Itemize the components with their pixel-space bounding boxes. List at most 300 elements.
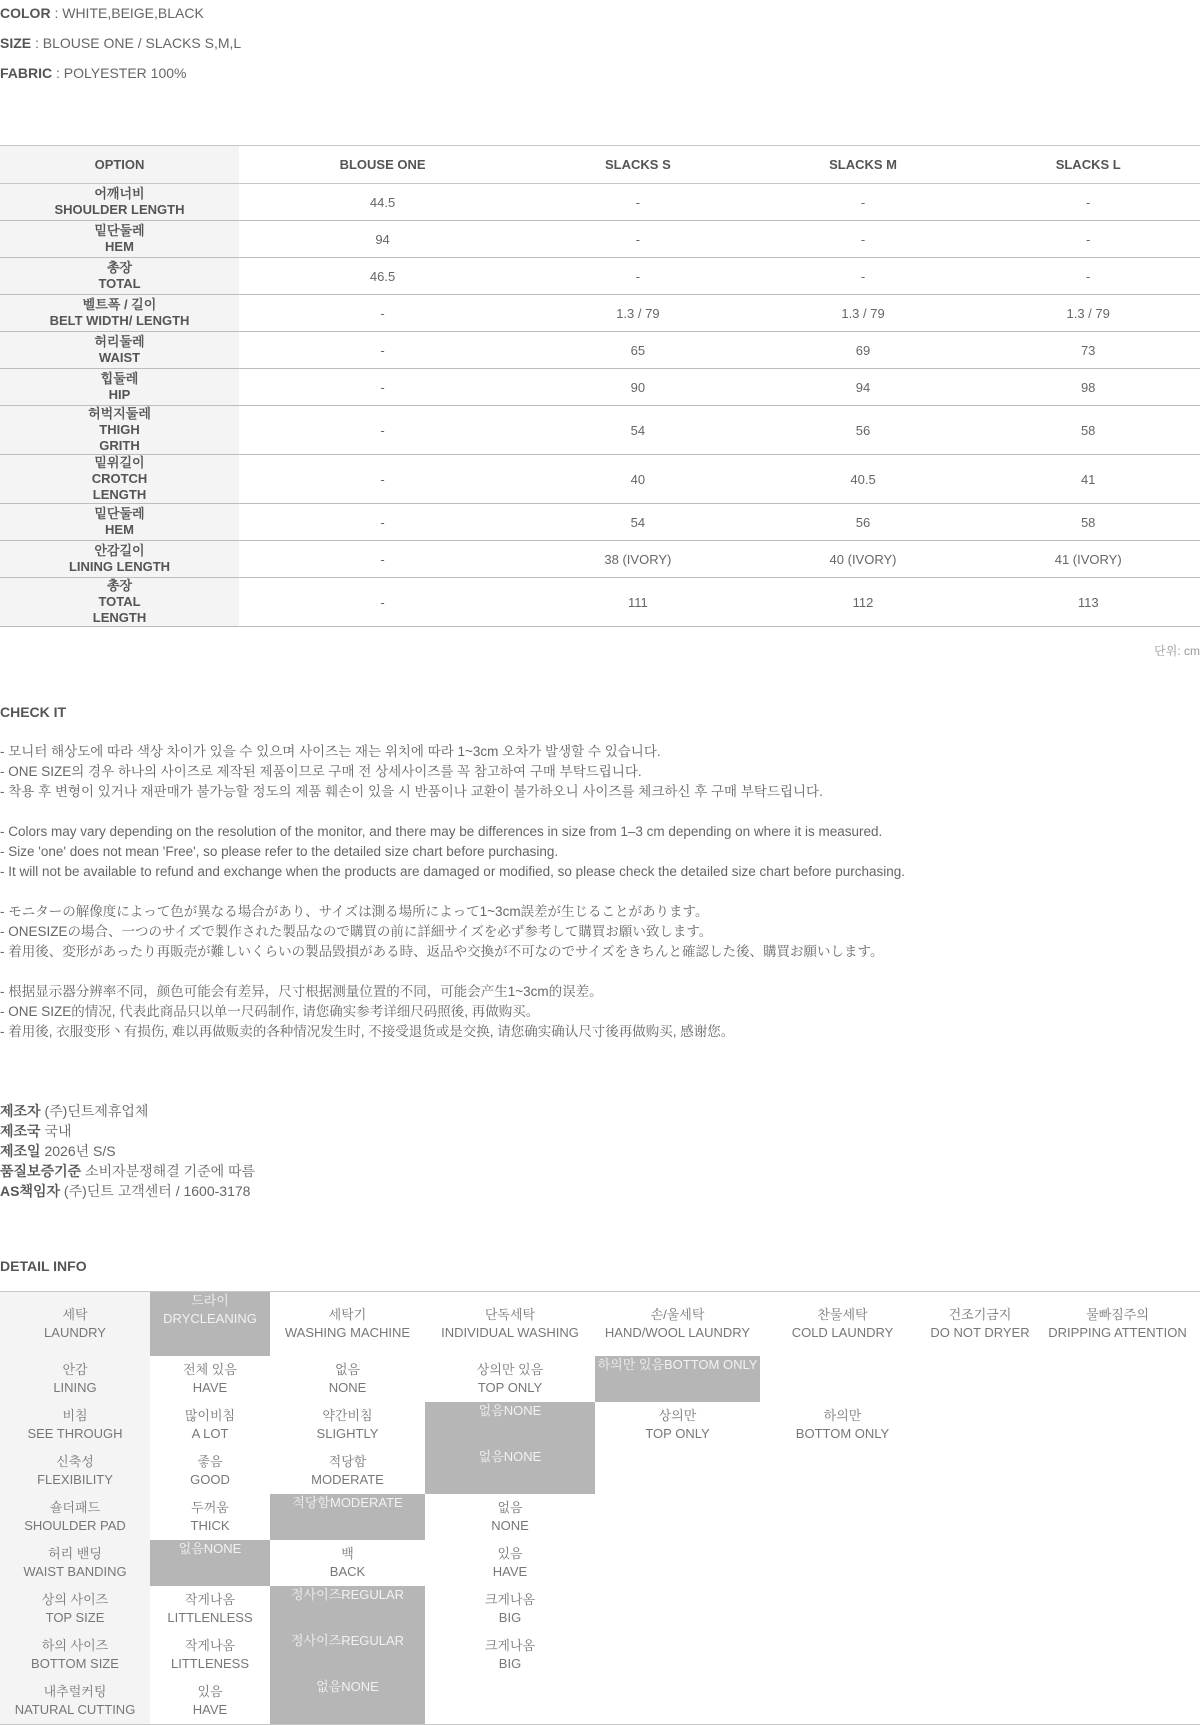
detail-cell-line: 내추럴커팅 [43, 1684, 107, 1699]
detail-option [1035, 1586, 1200, 1632]
detail-cell-content [1035, 1356, 1200, 1402]
detail-option-selected [270, 1586, 425, 1632]
spec-size-value: : BLOUSE ONE / SLACKS S,M,L [31, 35, 242, 51]
size-row-label [0, 406, 239, 455]
size-row-label-line: LENGTH [92, 610, 147, 625]
detail-cell-line: NONE [503, 1449, 542, 1464]
detail-cell-content [925, 1448, 1035, 1494]
detail-cell-line: 드라이 [191, 1293, 229, 1308]
detail-option [150, 1356, 270, 1402]
detail-cell-content [760, 1494, 925, 1540]
detail-cell-line: NATURAL CUTTING [14, 1702, 136, 1717]
detail-option [270, 1402, 425, 1448]
detail-cell-content [150, 1632, 270, 1678]
header-slacks-s: SLACKS S [526, 146, 750, 184]
detail-cell-line: BOTTOM ONLY [795, 1426, 890, 1441]
size-row-label-line: 벨트폭 / 길이 [82, 297, 157, 312]
detail-option [1035, 1540, 1200, 1586]
detail-cell-line: 없음 [178, 1541, 204, 1556]
detail-cell-line: 적당함 [328, 1454, 367, 1469]
size-row-label-line: 힙둘레 [100, 371, 139, 386]
size-cell: 73 [976, 332, 1200, 369]
detail-cell-content [0, 1678, 150, 1724]
size-cell: 65 [526, 332, 750, 369]
detail-cell-line: 세탁 [62, 1307, 88, 1322]
detail-row [0, 1356, 1200, 1402]
maker-value: 2026년 S/S [40, 1143, 116, 1159]
detail-cell-line: BIG [498, 1656, 522, 1671]
detail-cell-line: TOP SIZE [45, 1610, 105, 1625]
detail-cell-content [760, 1356, 925, 1402]
detail-cell-line: BACK [329, 1564, 366, 1579]
detail-cell-line: BOTTOM SIZE [31, 1656, 119, 1671]
detail-cell-line: 안감 [62, 1362, 88, 1377]
detail-option [760, 1292, 925, 1357]
detail-cell-content [150, 1494, 270, 1540]
size-row-label-line: THIGH [99, 422, 140, 437]
maker-line [0, 1161, 255, 1181]
size-cell: 1.3 / 79 [750, 295, 977, 332]
detail-cell-line: NONE [491, 1518, 529, 1533]
detail-option [150, 1586, 270, 1632]
detail-cell-line: HAVE [192, 1380, 228, 1395]
detail-cell-content [0, 1402, 150, 1448]
detail-cell-content [0, 1586, 150, 1632]
detail-category [0, 1356, 150, 1402]
detail-cell-line: 있음 [197, 1684, 223, 1699]
detail-cell-content [760, 1540, 925, 1586]
detail-option [150, 1678, 270, 1725]
spec-size [0, 35, 241, 51]
detail-option [425, 1292, 595, 1357]
note-line: - 착용 후 변형이 있거나 재판매가 불가능할 정도의 제품 훼손이 있을 시 반품이나 교환이 불가하오니 사이즈를 체크하신 후 구매 부탁드립니다. [0, 784, 823, 799]
size-cell: 40 (IVORY) [750, 541, 977, 578]
size-cell: 1.3 / 79 [976, 295, 1200, 332]
detail-cell-line: 찬물세탁 [817, 1307, 868, 1322]
size-cell: 41 (IVORY) [976, 541, 1200, 578]
detail-option [595, 1678, 760, 1725]
size-cell: - [526, 221, 750, 258]
detail-cell-content [760, 1402, 925, 1448]
size-cell: 44.5 [239, 184, 526, 221]
detail-cell-line: NONE [203, 1541, 242, 1556]
detail-option-selected [270, 1678, 425, 1725]
size-row-label-line: BELT WIDTH/ LENGTH [49, 313, 190, 328]
size-cell: - [239, 455, 526, 504]
detail-cell-content [925, 1292, 1035, 1356]
detail-option [425, 1678, 595, 1725]
size-row [0, 504, 1200, 541]
note-line: - モニターの解像度によって色が異なる場合があり、サイズは測る場所によって1~3cm誤差が生じることがあります。 [0, 904, 709, 919]
detail-option [925, 1494, 1035, 1540]
detail-row [0, 1540, 1200, 1586]
detail-cell-content [1035, 1292, 1200, 1356]
size-cell: 56 [750, 504, 977, 541]
detail-option-selected [425, 1402, 595, 1448]
size-row-label-line: 총장 [106, 578, 133, 593]
detail-cell-content [425, 1448, 595, 1494]
note-line: - 根据显示器分辨率不同，颜色可能会有差异，尺寸根据测量位置的不同，可能会产生1~3cm的误差。 [0, 984, 603, 999]
manufacturer-info [0, 1101, 255, 1201]
detail-option [760, 1632, 925, 1678]
detail-cell-content [425, 1678, 595, 1724]
detail-cell-line: HAVE [492, 1564, 528, 1579]
detail-cell-line: HAND/WOOL LAUNDRY [604, 1325, 751, 1340]
detail-cell-content [270, 1540, 425, 1586]
size-cell: - [976, 184, 1200, 221]
detail-cell-content [150, 1678, 270, 1724]
detail-cell-line: LINING [53, 1380, 97, 1395]
size-row-label-line: TOTAL [98, 276, 141, 291]
detail-cell-content [925, 1356, 1035, 1402]
detail-cell-line: SEE THROUGH [27, 1426, 123, 1441]
detail-cell-content [150, 1356, 270, 1402]
maker-value: 소비자분쟁해결 기준에 따름 [81, 1163, 256, 1179]
detail-info-table [0, 1291, 1200, 1725]
detail-option [760, 1678, 925, 1725]
detail-cell-content [925, 1402, 1035, 1448]
detail-cell-content [270, 1586, 425, 1632]
size-cell: - [526, 184, 750, 221]
size-cell: - [239, 369, 526, 406]
detail-option-selected [425, 1448, 595, 1494]
size-cell: 46.5 [239, 258, 526, 295]
size-row-label-line: 허리둘레 [94, 334, 145, 349]
note-spacer [0, 802, 905, 822]
spec-fabric [0, 65, 186, 81]
size-cell: 41 [976, 455, 1200, 504]
detail-option [595, 1448, 760, 1494]
detail-cell-line: 없음 [334, 1362, 361, 1377]
note-line: - Size 'one' does not mean 'Free', so please refer to the detailed size chart before purchasing. [0, 844, 559, 859]
detail-cell-content [595, 1402, 760, 1448]
detail-cell-line: DRIPPING ATTENTION [1048, 1325, 1187, 1340]
size-cell: 1.3 / 79 [526, 295, 750, 332]
maker-label: 제조자 [0, 1103, 41, 1119]
detail-option [425, 1494, 595, 1540]
detail-option [925, 1402, 1035, 1448]
spec-size-label: SIZE [0, 35, 32, 51]
spec-fabric-value: : POLYESTER 100% [52, 65, 187, 81]
detail-option [925, 1292, 1035, 1357]
detail-cell-line: 상의 사이즈 [41, 1592, 109, 1607]
size-row-label-line: 총장 [106, 260, 133, 275]
size-cell: - [239, 295, 526, 332]
size-row-label [0, 455, 239, 504]
size-table-body [0, 184, 1200, 627]
note-line: - 모니터 해상도에 따라 색상 차이가 있을 수 있으며 사이즈는 재는 위치에 따라 1~3cm 오차가 발생할 수 있습니다. [0, 744, 661, 759]
detail-cell-line: 적당함 [292, 1495, 330, 1510]
size-table [0, 145, 1200, 627]
detail-cell-content [270, 1402, 425, 1448]
detail-cell-content [595, 1540, 760, 1586]
size-cell: 113 [976, 578, 1200, 627]
detail-cell-line: 상의만 [658, 1408, 697, 1423]
note-line: - ONE SIZE的情况, 代表此商品只以单一尺码制作, 请您确实参考详细尺码照後, 再做购买。 [0, 1004, 540, 1019]
size-row-label-line: LINING LENGTH [68, 559, 171, 574]
note-line: - ONESIZEの場合、一つのサイズで製作された製品なので購買の前に詳細サイズを必ず参考して購買お願い致します。 [0, 924, 713, 939]
detail-category [0, 1448, 150, 1494]
detail-option [595, 1292, 760, 1357]
detail-cell-content [425, 1586, 595, 1632]
size-cell: - [239, 504, 526, 541]
detail-cell-line: MODERATE [311, 1472, 384, 1487]
detail-option [925, 1540, 1035, 1586]
detail-cell-content [760, 1632, 925, 1678]
size-row-label-line: CROTCH [91, 471, 148, 486]
detail-cell-line: TOP ONLY [477, 1380, 543, 1395]
detail-option [1035, 1494, 1200, 1540]
detail-row [0, 1586, 1200, 1632]
detail-cell-content [270, 1292, 425, 1356]
detail-cell-content [595, 1678, 760, 1724]
detail-cell-line: NONE [341, 1679, 379, 1694]
detail-option [595, 1632, 760, 1678]
detail-cell-content [150, 1402, 270, 1448]
detail-option [150, 1632, 270, 1678]
size-row-label-line: 밑위길이 [94, 455, 145, 470]
detail-category [0, 1632, 150, 1678]
note-spacer [0, 882, 905, 902]
size-cell: 69 [750, 332, 977, 369]
spec-color-label: COLOR [0, 5, 51, 21]
header-slacks-m: SLACKS M [750, 146, 977, 184]
detail-cell-content [150, 1540, 270, 1586]
header-blouse-one: BLOUSE ONE [239, 146, 526, 184]
detail-option [760, 1356, 925, 1402]
detail-row [0, 1292, 1200, 1357]
detail-cell-content [270, 1494, 425, 1540]
detail-option [270, 1448, 425, 1494]
detail-option [425, 1632, 595, 1678]
detail-cell-content [1035, 1540, 1200, 1586]
detail-cell-content [425, 1494, 595, 1540]
size-cell: 94 [750, 369, 977, 406]
detail-cell-line: 있음 [497, 1546, 523, 1561]
detail-cell-line: 없음 [316, 1679, 342, 1694]
detail-cell-line: MODERATE [329, 1495, 403, 1510]
note-line: - ONE SIZE의 경우 하나의 사이즈로 제작된 제품이므로 구매 전 상세사이즈를 꼭 참고하여 구매 부탁드립니다. [0, 764, 642, 779]
detail-cell-content [0, 1494, 150, 1540]
maker-value: (주)딘트 고객센터 / 1600-3178 [60, 1183, 251, 1199]
detail-cell-line: 백 [341, 1546, 354, 1561]
detail-cell-line: 건조기금지 [948, 1307, 1012, 1322]
size-row [0, 221, 1200, 258]
size-cell: 40.5 [750, 455, 977, 504]
detail-option [425, 1540, 595, 1586]
detail-category [0, 1402, 150, 1448]
detail-option-selected [150, 1540, 270, 1586]
size-row-label [0, 504, 239, 541]
detail-cell-content [0, 1632, 150, 1678]
detail-option [270, 1540, 425, 1586]
detail-info-body [0, 1292, 1200, 1725]
detail-option [925, 1586, 1035, 1632]
detail-cell-line: 약간비침 [322, 1408, 373, 1423]
detail-cell-line: REGULAR [341, 1587, 405, 1602]
detail-option [760, 1448, 925, 1494]
detail-cell-line: 하의만 있음 [597, 1357, 664, 1372]
detail-option [425, 1356, 595, 1402]
detail-cell-line: CLEANING [190, 1311, 257, 1326]
detail-option [1035, 1356, 1200, 1402]
note-line: - 着用後, 衣服变形丶有损伤, 难以再做贩卖的各种情况发生时, 不接受退货或是交换, 请您确实确认尺寸後再做购买, 感谢您。 [0, 1024, 735, 1039]
detail-cell-content [595, 1448, 760, 1494]
size-cell: - [976, 221, 1200, 258]
detail-cell-line: 작게나옴 [184, 1592, 236, 1607]
detail-cell-content [1035, 1448, 1200, 1494]
detail-row [0, 1678, 1200, 1725]
detail-cell-line: 단독세탁 [484, 1307, 536, 1322]
detail-cell-content [270, 1448, 425, 1494]
detail-category [0, 1540, 150, 1586]
maker-label: 품질보증기준 [0, 1163, 82, 1179]
detail-option [925, 1632, 1035, 1678]
detail-cell-content [425, 1402, 595, 1448]
detail-cell-content [925, 1632, 1035, 1678]
detail-option-selected [595, 1356, 760, 1402]
detail-cell-line: FLEXIBILITY [37, 1472, 113, 1487]
detail-cell-line: 많이비침 [184, 1408, 236, 1423]
detail-cell-content [1035, 1494, 1200, 1540]
detail-cell-content [425, 1632, 595, 1678]
size-cell: 98 [976, 369, 1200, 406]
detail-option [150, 1494, 270, 1540]
spec-color-value: : WHITE,BEIGE,BLACK [50, 5, 204, 21]
size-row-label-line: HEM [105, 522, 134, 537]
detail-cell-line: 없음 [478, 1403, 504, 1418]
detail-option [1035, 1448, 1200, 1494]
detail-cell-line: 세탁기 [328, 1307, 367, 1322]
size-table-header [0, 146, 1200, 184]
detail-cell-line: 신축성 [56, 1454, 94, 1469]
size-cell: - [976, 258, 1200, 295]
maker-label: 제조일 [0, 1143, 41, 1159]
size-cell: - [750, 221, 977, 258]
detail-option [760, 1402, 925, 1448]
size-row-label [0, 184, 239, 221]
detail-cell-content [595, 1586, 760, 1632]
detail-cell-line: 하의만 [823, 1408, 862, 1423]
maker-line [0, 1121, 255, 1141]
detail-cell-content [0, 1356, 150, 1402]
size-row-label [0, 295, 239, 332]
size-row [0, 295, 1200, 332]
detail-row [0, 1494, 1200, 1540]
maker-line [0, 1101, 255, 1121]
detail-cell-content [760, 1292, 925, 1356]
size-row [0, 578, 1200, 627]
detail-cell-line: 두꺼움 [191, 1500, 229, 1515]
detail-info-title: DETAIL INFO [0, 1258, 87, 1274]
spec-color [0, 5, 204, 21]
detail-cell-line: DO NOT DRYER [930, 1325, 1030, 1340]
detail-option [925, 1678, 1035, 1725]
detail-row [0, 1448, 1200, 1494]
detail-cell-line: WASHING MACHINE [284, 1325, 411, 1340]
detail-cell-line: 작게나옴 [184, 1638, 236, 1653]
size-row-label-line: 안감길이 [94, 543, 145, 558]
size-row-label-line: 밑단둘레 [94, 223, 145, 238]
detail-cell-line: 허리 밴딩 [48, 1546, 102, 1561]
size-row [0, 541, 1200, 578]
detail-cell-line: INDIVIDUAL WASHING [441, 1325, 579, 1340]
detail-option [595, 1494, 760, 1540]
detail-category [0, 1494, 150, 1540]
detail-cell-content [425, 1356, 595, 1402]
detail-cell-line: DRY [163, 1311, 191, 1326]
spec-fabric-label: FABRIC [0, 65, 53, 81]
size-row-label [0, 541, 239, 578]
detail-cell-content [760, 1448, 925, 1494]
detail-cell-line: 없음 [497, 1500, 523, 1515]
detail-cell-line: SLIGHTLY [316, 1426, 379, 1441]
detail-row [0, 1402, 1200, 1448]
detail-cell-line: 물빠짐주의 [1086, 1307, 1149, 1322]
check-it-notes [0, 742, 905, 1042]
size-row-label-line: 밑단둘레 [94, 506, 145, 521]
detail-cell-content [925, 1540, 1035, 1586]
size-cell: 38 (IVORY) [526, 541, 750, 578]
detail-option [425, 1586, 595, 1632]
detail-cell-line: SHOULDER PAD [24, 1518, 126, 1533]
detail-cell-line: 숄더패드 [49, 1500, 101, 1515]
detail-cell-content [270, 1678, 425, 1724]
detail-cell-content [150, 1586, 270, 1632]
detail-cell-content [1035, 1632, 1200, 1678]
size-row [0, 369, 1200, 406]
detail-cell-line: BIG [498, 1610, 522, 1625]
detail-cell-line: BOTTOM ONLY [663, 1357, 758, 1372]
detail-option [925, 1356, 1035, 1402]
detail-option-selected [270, 1494, 425, 1540]
detail-option [595, 1402, 760, 1448]
detail-option-selected [150, 1292, 270, 1357]
detail-cell-content [270, 1356, 425, 1402]
detail-cell-line: 좋음 [197, 1454, 223, 1469]
detail-cell-line: COLD LAUNDRY [791, 1325, 894, 1340]
size-row-label-line: TOTAL [98, 594, 141, 609]
detail-cell-line: LITTLENESS [170, 1656, 250, 1671]
detail-cell-content [760, 1678, 925, 1724]
size-row-label-line: SHOULDER LENGTH [54, 202, 185, 217]
detail-cell-line: 크게나옴 [484, 1638, 536, 1653]
size-cell: 90 [526, 369, 750, 406]
unit-note: 단위: cm [1154, 644, 1200, 658]
detail-cell-content [595, 1292, 760, 1356]
maker-line [0, 1141, 255, 1161]
size-cell: - [526, 258, 750, 295]
detail-category [0, 1292, 150, 1357]
size-row-label-line: GRITH [99, 438, 140, 453]
detail-option [760, 1540, 925, 1586]
header-slacks-l: SLACKS L [976, 146, 1200, 184]
detail-cell-content [595, 1356, 760, 1402]
maker-label: 제조국 [0, 1123, 41, 1139]
size-cell: - [239, 332, 526, 369]
size-cell: - [239, 406, 526, 455]
detail-cell-content [925, 1678, 1035, 1724]
detail-cell-content [150, 1448, 270, 1494]
detail-cell-content [0, 1540, 150, 1586]
detail-cell-content [1035, 1402, 1200, 1448]
size-cell: 112 [750, 578, 977, 627]
maker-value: 국내 [40, 1123, 72, 1139]
detail-cell-line: 정사이즈 [290, 1633, 342, 1648]
detail-cell-content [150, 1292, 270, 1356]
detail-cell-content [595, 1632, 760, 1678]
detail-category [0, 1678, 150, 1725]
